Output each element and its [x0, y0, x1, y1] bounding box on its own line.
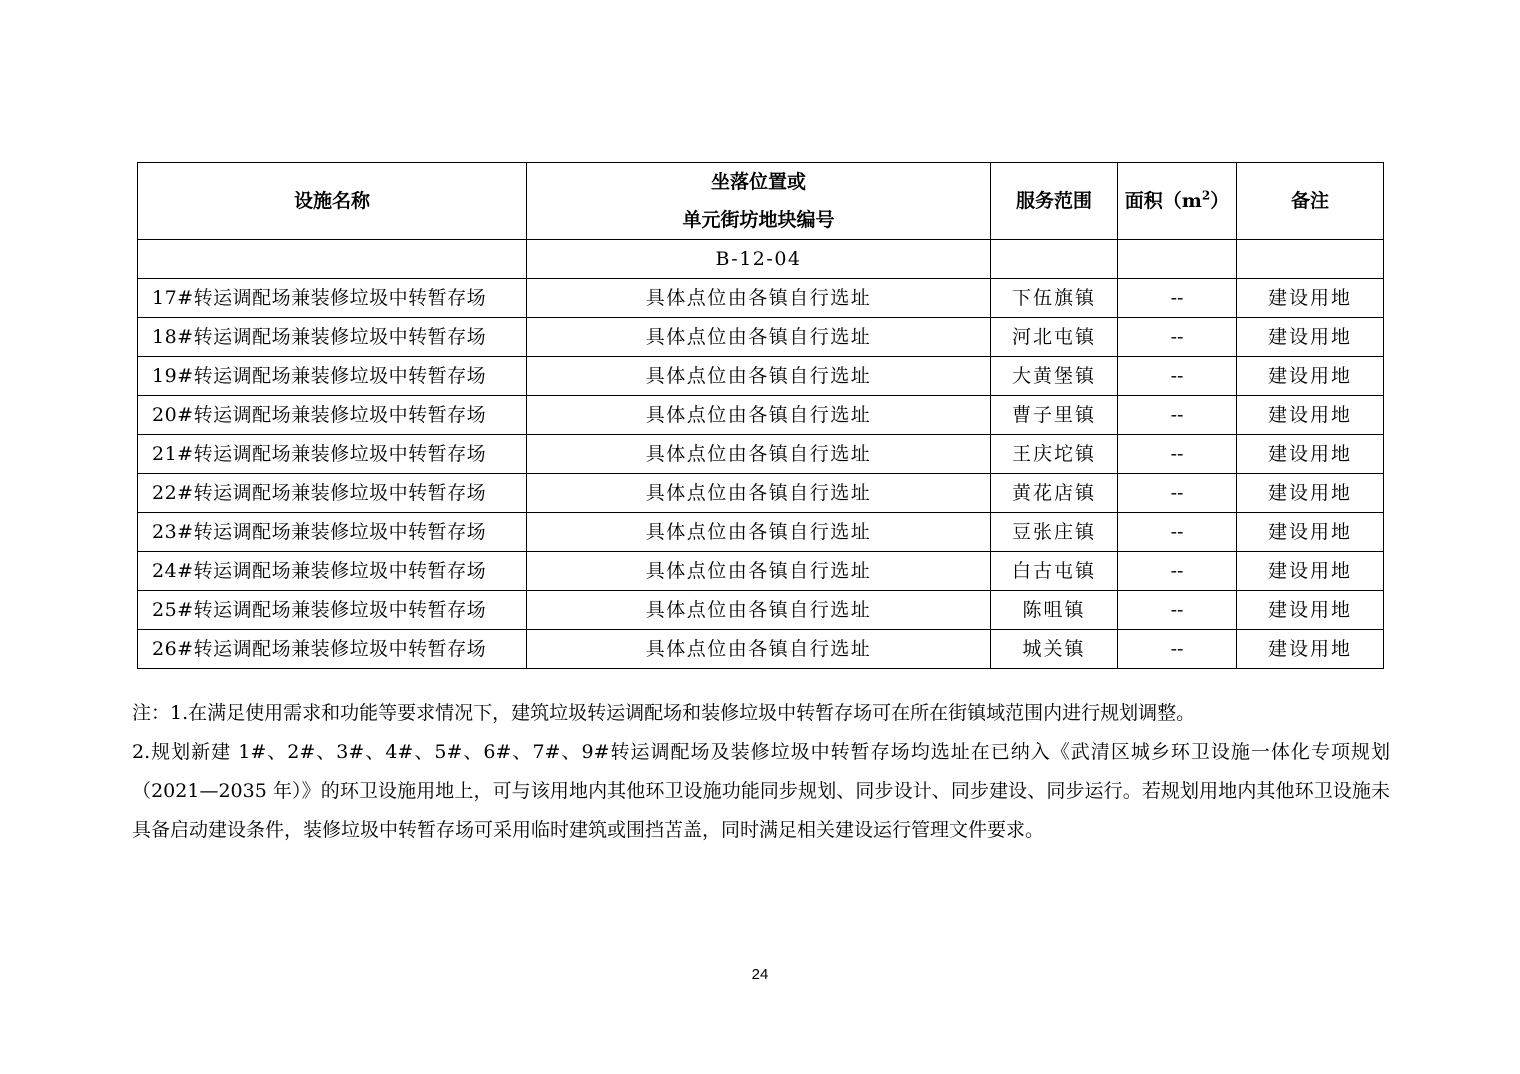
cell-note	[1237, 240, 1384, 279]
table-row	[138, 513, 1384, 552]
table-row	[138, 396, 1384, 435]
cell-facility-name: 23#转运调配场兼装修垃圾中转暂存场	[138, 513, 527, 552]
cell-location: B-12-04	[527, 240, 991, 279]
facility-table-container	[137, 162, 1383, 669]
cell-note: 建设用地	[1237, 513, 1384, 552]
cell-area: --	[1118, 279, 1237, 318]
cell-note: 建设用地	[1237, 552, 1384, 591]
cell-area	[1118, 240, 1237, 279]
cell-note: 建设用地	[1237, 630, 1384, 669]
cell-facility-name: 20#转运调配场兼装修垃圾中转暂存场	[138, 396, 527, 435]
cell-note: 建设用地	[1237, 279, 1384, 318]
header-facility-name: 设施名称	[138, 163, 527, 240]
cell-area: --	[1118, 474, 1237, 513]
header-row	[138, 163, 1384, 240]
cell-location: 具体点位由各镇自行选址	[527, 552, 991, 591]
cell-area: --	[1118, 513, 1237, 552]
cell-note: 建设用地	[1237, 318, 1384, 357]
header-service-range: 服务范围	[991, 163, 1118, 240]
cell-area: --	[1118, 630, 1237, 669]
cell-area: --	[1118, 318, 1237, 357]
header-location-line1: 坐落位置或	[710, 171, 806, 193]
cell-service-range: 曹子里镇	[991, 396, 1118, 435]
table-row	[138, 591, 1384, 630]
cell-location: 具体点位由各镇自行选址	[527, 396, 991, 435]
header-area-superscript: 2	[1201, 188, 1211, 203]
table-row	[138, 630, 1384, 669]
cell-area: --	[1118, 396, 1237, 435]
table-row	[138, 357, 1384, 396]
cell-facility-name: 17#转运调配场兼装修垃圾中转暂存场	[138, 279, 527, 318]
note-paragraph-1: 注：1.在满足使用需求和功能等要求情况下，建筑垃圾转运调配场和装修垃圾中转暂存场可在所在街镇域范围内进行规划调整。	[132, 702, 1196, 724]
cell-location: 具体点位由各镇自行选址	[527, 357, 991, 396]
header-area-prefix: 面积（m	[1124, 189, 1202, 212]
cell-facility-name: 22#转运调配场兼装修垃圾中转暂存场	[138, 474, 527, 513]
cell-location: 具体点位由各镇自行选址	[527, 474, 991, 513]
header-location-line2: 单元街坊地块编号	[682, 209, 835, 231]
page-number: 24	[751, 966, 769, 983]
cell-facility-name: 24#转运调配场兼装修垃圾中转暂存场	[138, 552, 527, 591]
cell-note: 建设用地	[1237, 474, 1384, 513]
cell-location: 具体点位由各镇自行选址	[527, 435, 991, 474]
cell-facility-name: 26#转运调配场兼装修垃圾中转暂存场	[138, 630, 527, 669]
cell-location: 具体点位由各镇自行选址	[527, 318, 991, 357]
cell-location: 具体点位由各镇自行选址	[527, 630, 991, 669]
cell-service-range: 城关镇	[991, 630, 1118, 669]
cell-service-range: 下伍旗镇	[991, 279, 1118, 318]
table-header	[138, 163, 1384, 240]
header-area-suffix: ）	[1210, 189, 1230, 212]
cell-note: 建设用地	[1237, 591, 1384, 630]
table-body	[138, 240, 1384, 669]
cell-note: 建设用地	[1237, 357, 1384, 396]
cell-location: 具体点位由各镇自行选址	[527, 591, 991, 630]
cell-note: 建设用地	[1237, 396, 1384, 435]
cell-note: 建设用地	[1237, 435, 1384, 474]
cell-area: --	[1118, 552, 1237, 591]
table-row	[138, 279, 1384, 318]
cell-service-range: 豆张庄镇	[991, 513, 1118, 552]
cell-facility-name: 18#转运调配场兼装修垃圾中转暂存场	[138, 318, 527, 357]
facility-table	[137, 162, 1384, 669]
cell-location: 具体点位由各镇自行选址	[527, 513, 991, 552]
cell-service-range	[991, 240, 1118, 279]
cell-location: 具体点位由各镇自行选址	[527, 279, 991, 318]
note-paragraph-2: 2.规划新建 1#、2#、3#、4#、5#、6#、7#、9#转运调配场及装修垃圾中转暂存场均选址在已纳入《武清区城乡环卫设施一体化专项规划（2021—2035 年）》的环卫设施用地上，可与该用地内其他环卫设施功能同步规划、同步设计、同步建设、同步运行。若规划用地内其他环卫设施未具备启动建设条件，装修垃圾中转暂存场可采用临时建筑或围挡苫盖，同时满足相关建设运行管理文件要求。	[132, 741, 1390, 841]
cell-service-range: 黄花店镇	[991, 474, 1118, 513]
table-row	[138, 435, 1384, 474]
cell-facility-name: 19#转运调配场兼装修垃圾中转暂存场	[138, 357, 527, 396]
header-location	[527, 163, 991, 240]
cell-service-range: 大黄堡镇	[991, 357, 1118, 396]
table-notes	[132, 694, 1390, 850]
cell-facility-name	[138, 240, 527, 279]
cell-service-range: 河北屯镇	[991, 318, 1118, 357]
cell-area: --	[1118, 435, 1237, 474]
cell-facility-name: 25#转运调配场兼装修垃圾中转暂存场	[138, 591, 527, 630]
cell-service-range: 白古屯镇	[991, 552, 1118, 591]
table-row	[138, 474, 1384, 513]
cell-area: --	[1118, 357, 1237, 396]
cell-service-range: 陈咀镇	[991, 591, 1118, 630]
cell-facility-name: 21#转运调配场兼装修垃圾中转暂存场	[138, 435, 527, 474]
cell-service-range: 王庆坨镇	[991, 435, 1118, 474]
header-note: 备注	[1237, 163, 1384, 240]
table-row	[138, 552, 1384, 591]
table-row	[138, 318, 1384, 357]
header-area	[1118, 163, 1237, 240]
cell-area: --	[1118, 591, 1237, 630]
table-row-first	[138, 240, 1384, 279]
